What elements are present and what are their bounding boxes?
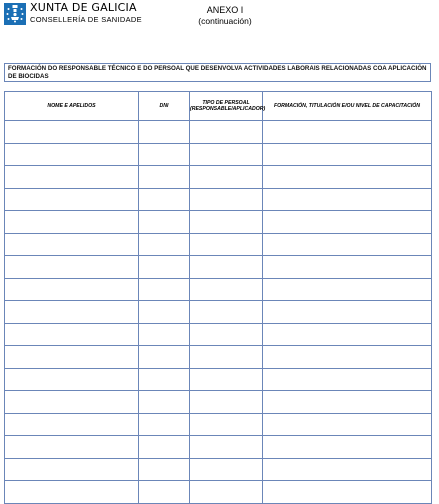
name-cell[interactable] [5,458,139,481]
table-row [5,458,432,481]
name-cell[interactable] [5,256,139,279]
column-header-name: NOME E APELIDOS [5,92,139,121]
table-row [5,188,432,211]
table-row [5,233,432,256]
training-cell[interactable] [263,121,432,144]
table-row [5,211,432,234]
dni-cell[interactable] [139,121,190,144]
staff-type-cell[interactable] [190,143,263,166]
table-row [5,301,432,324]
dni-cell[interactable] [139,323,190,346]
name-cell[interactable] [5,436,139,459]
name-cell[interactable] [5,143,139,166]
training-cell[interactable] [263,458,432,481]
table-row [5,368,432,391]
name-cell[interactable] [5,346,139,369]
dni-cell[interactable] [139,256,190,279]
staff-type-cell[interactable] [190,413,263,436]
dni-cell[interactable] [139,368,190,391]
dni-cell[interactable] [139,188,190,211]
dni-cell[interactable] [139,301,190,324]
dni-cell[interactable] [139,166,190,189]
staff-type-cell[interactable] [190,166,263,189]
name-cell[interactable] [5,278,139,301]
training-cell[interactable] [263,211,432,234]
dni-cell[interactable] [139,211,190,234]
dni-cell[interactable] [139,436,190,459]
table-row [5,143,432,166]
training-cell[interactable] [263,346,432,369]
training-cell[interactable] [263,323,432,346]
column-header-dni: DNI [139,92,190,121]
training-cell[interactable] [263,413,432,436]
section-title: FORMACIÓN DO RESPONSABLE TÉCNICO E DO PERSOAL QUE DESENVOLVA ACTIVIDADES LABORAIS RELACIONADAS COA APLICACIÓN DE BIOCIDAS [4,63,431,82]
name-cell[interactable] [5,121,139,144]
dept-name: CONSELLERÍA DE SANIDADE [30,15,142,24]
table-header-row [5,92,432,121]
galicia-coat-of-arms-icon [4,3,26,25]
column-header-training: FORMACIÓN, TITULACIÓN E/OU NIVEL DE CAPACITACIÓN [263,92,432,121]
training-cell[interactable] [263,278,432,301]
dni-cell[interactable] [139,346,190,369]
staff-type-cell[interactable] [190,256,263,279]
staff-type-cell[interactable] [190,481,263,504]
table-row [5,481,432,504]
name-cell[interactable] [5,481,139,504]
table-row [5,278,432,301]
staff-type-cell[interactable] [190,121,263,144]
personnel-table [4,91,432,504]
table-row [5,346,432,369]
table-row [5,436,432,459]
dni-cell[interactable] [139,233,190,256]
table-row [5,413,432,436]
training-cell[interactable] [263,481,432,504]
name-cell[interactable] [5,391,139,414]
staff-type-cell[interactable] [190,391,263,414]
staff-type-cell[interactable] [190,458,263,481]
name-cell[interactable] [5,188,139,211]
training-cell[interactable] [263,391,432,414]
dni-cell[interactable] [139,143,190,166]
table-body [5,121,432,504]
staff-type-cell[interactable] [190,301,263,324]
table-row [5,391,432,414]
dni-cell[interactable] [139,458,190,481]
training-cell[interactable] [263,233,432,256]
staff-type-cell[interactable] [190,278,263,301]
name-cell[interactable] [5,211,139,234]
column-header-staff-type: TIPO DE PERSOAL (RESPONSABLE/APLICADOR) [190,92,263,121]
annex-title: ANEXO I [206,5,244,15]
staff-type-cell[interactable] [190,346,263,369]
name-cell[interactable] [5,301,139,324]
training-cell[interactable] [263,188,432,211]
training-cell[interactable] [263,301,432,324]
dni-cell[interactable] [139,391,190,414]
training-cell[interactable] [263,256,432,279]
training-cell[interactable] [263,143,432,166]
table-row [5,166,432,189]
staff-type-cell[interactable] [190,368,263,391]
dni-cell[interactable] [139,481,190,504]
staff-type-cell[interactable] [190,323,263,346]
dni-cell[interactable] [139,413,190,436]
staff-type-cell[interactable] [190,233,263,256]
staff-type-cell[interactable] [190,211,263,234]
dni-cell[interactable] [139,278,190,301]
table-row [5,121,432,144]
name-cell[interactable] [5,323,139,346]
name-cell[interactable] [5,233,139,256]
training-cell[interactable] [263,436,432,459]
table-row [5,256,432,279]
org-name: XUNTA DE GALICIA [30,1,137,14]
name-cell[interactable] [5,413,139,436]
table-row [5,323,432,346]
staff-type-cell[interactable] [190,436,263,459]
name-cell[interactable] [5,368,139,391]
training-cell[interactable] [263,166,432,189]
annex-subtitle: (continuación) [198,16,252,26]
training-cell[interactable] [263,368,432,391]
staff-type-cell[interactable] [190,188,263,211]
name-cell[interactable] [5,166,139,189]
